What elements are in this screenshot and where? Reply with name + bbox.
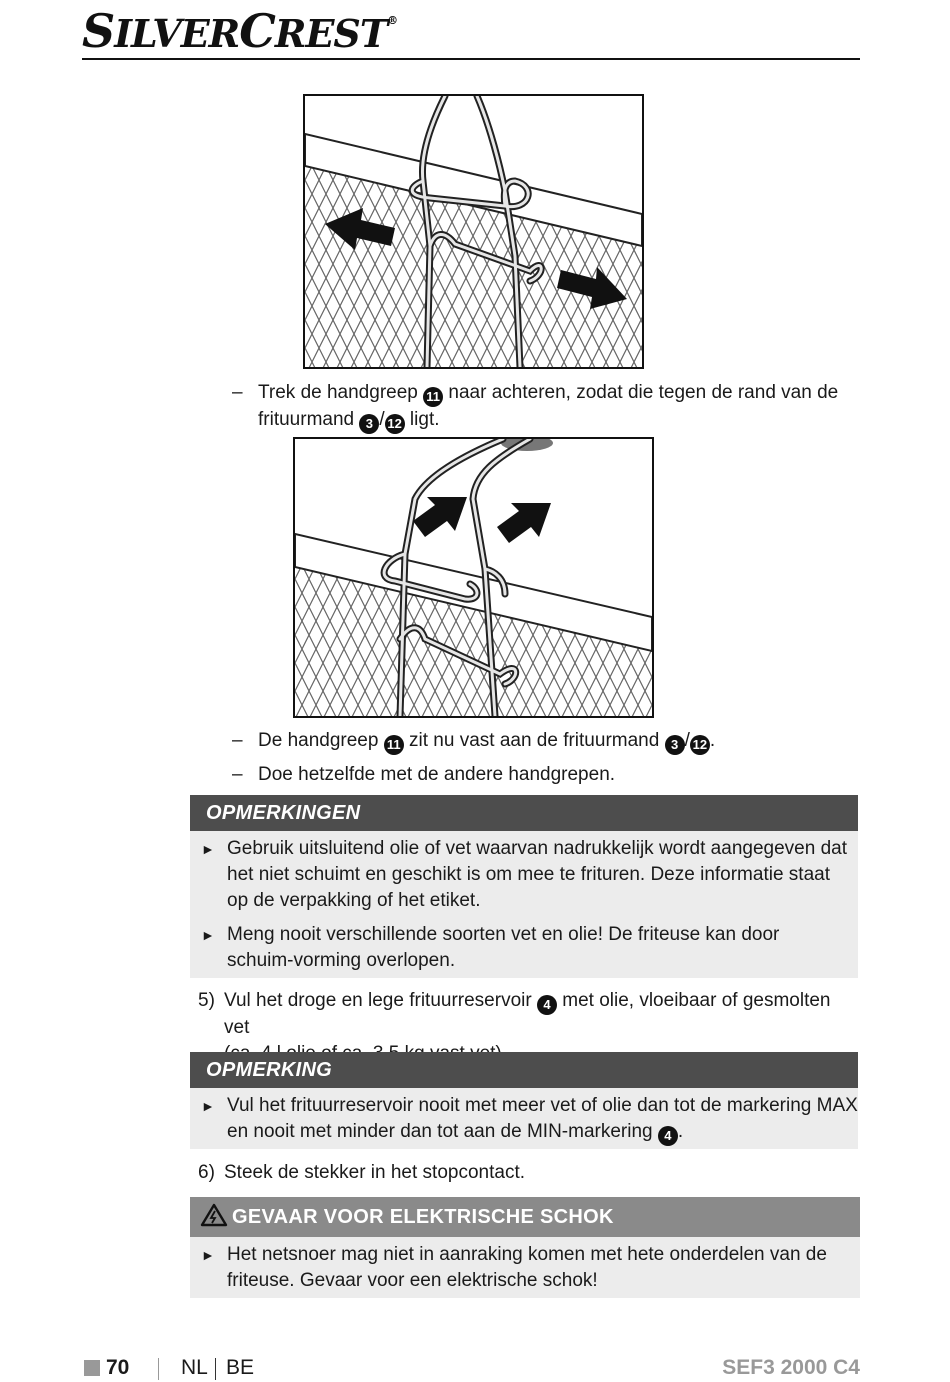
page-marker-square (84, 1360, 100, 1376)
note-bullet: ► Vul het frituurreservoir nooit met meer vet of olie dan tot de markering MAX en nooit met minder dan tot aan de MIN-markering 4 . (190, 1093, 858, 1146)
note-heading: OPMERKING (190, 1052, 858, 1088)
instruction-repeat: – Doe hetzelfde met de andere handgrepen. (232, 764, 616, 785)
ref-12-icon: 12 (385, 414, 405, 434)
ref-11-icon: 11 (384, 735, 404, 755)
note-box-opmerking (190, 1052, 858, 1149)
ref-3-icon: 3 (359, 414, 379, 434)
bullet-arrow-icon: ► (201, 1098, 215, 1114)
step-6: 6) Steek de stekker in het stopcontact. (198, 1162, 526, 1183)
footer-separator (215, 1358, 216, 1380)
arrow-up-right-icon (497, 503, 551, 543)
footer-separator (158, 1358, 159, 1380)
note-bullet: ► Meng nooit verschillende soorten vet en olie! De friteuse kan door schuim-vorming overlopen. (201, 924, 780, 971)
warning-heading: GEVAAR VOOR ELEKTRISCHE SCHOK (190, 1197, 860, 1237)
note-heading: OPMERKINGEN (190, 795, 858, 831)
bullet-arrow-icon: ► (201, 841, 215, 857)
ref-4-icon: 4 (658, 1126, 678, 1146)
arrow-up-right-icon (413, 497, 467, 537)
ref-4-icon: 4 (537, 995, 557, 1015)
note-box-opmerkingen (190, 795, 858, 978)
warning-bullet: ► Het netsnoer mag niet in aanraking komen met hete onderdelen van de friteuse. Gevaar voor een elektrische schok! (201, 1244, 827, 1291)
illustration-handle-attached (293, 437, 654, 718)
instruction-handle-attached: – De handgreep 11 zit nu vast aan de frituurmand 3 / 12 . (232, 728, 852, 754)
ref-3-icon: 3 (665, 735, 685, 755)
instruction-pull-back: – Trek de handgreep 11 naar achteren, zodat die tegen de rand van de frituurmand 3 / 12 ligt. (232, 380, 852, 432)
warning-box (190, 1197, 860, 1298)
page-number: 70 (106, 1356, 130, 1379)
illustration-handle-pull (303, 94, 644, 369)
warning-triangle-icon (200, 1203, 228, 1227)
note-bullet: ► Gebruik uitsluitend olie of vet waarvan nadrukkelijk wordt aangegeven dat het niet schuimt en geschikt is om mee te frituren. Deze informatie staat op de verpakking of het etiket. (201, 838, 847, 911)
step-5: 5) Vul het droge en lege frituurreservoir 4 met olie, vloeibaar of gesmolten vet (198, 990, 831, 1038)
footer-lang-be: BE (226, 1356, 255, 1379)
bullet-arrow-icon: ► (201, 927, 215, 943)
bullet-arrow-icon: ► (201, 1247, 215, 1263)
brand-logo: SILVERCREST® (82, 4, 398, 58)
ref-11-icon: 11 (423, 387, 443, 407)
ref-12-icon: 12 (690, 735, 710, 755)
footer-lang-nl: NL (181, 1356, 208, 1379)
header-rule (82, 58, 860, 60)
model-number: SEF3 2000 C4 (722, 1356, 860, 1379)
